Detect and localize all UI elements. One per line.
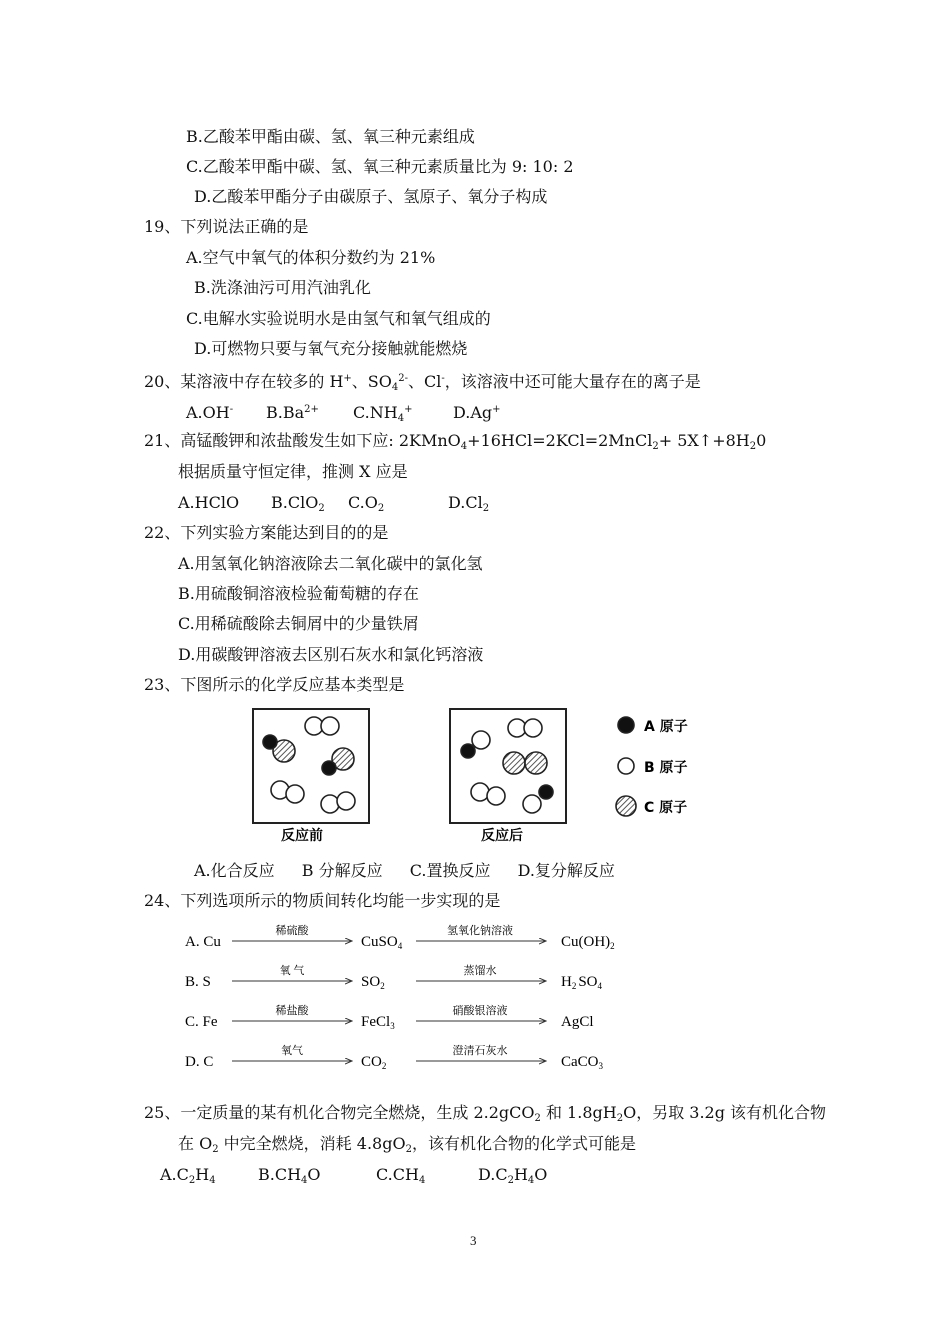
chain-c-reagent2: 硝酸银溶液 (452, 1005, 508, 1017)
q25-line2: 在 $O_2$ 中完全燃烧，消耗 $4.8gO_2$，该有机化合物的化学式可能是 (178, 1134, 636, 1155)
q20-stem: 20、某溶液中存在较多的 H+、$SO_4^{2-}$、Cl-，该溶液中还可能大量存在的离子是 (144, 372, 701, 393)
q19-stem: 19、下列说法正确的是 (144, 217, 309, 236)
chain-a-middle: CuSO$_4$ (361, 934, 403, 951)
q18-option-c: C.乙酸苯甲酯中碳、氢、氧三种元素质量比为 9: 10: 2 (186, 157, 574, 176)
q21-option-c: $C.O_2$ (348, 493, 385, 514)
q24-stem: 24、下列选项所示的物质间转化均能一步实现的是 (144, 891, 501, 910)
q19-option-d: D.可燃物只要与氧气充分接触就能燃烧 (194, 339, 468, 358)
q22-option-a: A.用氢氧化钠溶液除去二氧化碳中的氯化氢 (178, 554, 483, 573)
chain-d-reagent2: 澄清石灰水 (452, 1045, 508, 1057)
q22-option-b: B.用硫酸铜溶液检验葡萄糖的存在 (178, 584, 419, 603)
q23-stem: 23、下图所示的化学反应基本类型是 (144, 675, 405, 694)
before-particles (263, 717, 355, 813)
q19-option-b: B.洗涤油污可用汽油乳化 (194, 278, 371, 297)
q25-option-b: $B.CH_4O$ (258, 1165, 321, 1186)
chain-c-middle: FeCl$_3$ (361, 1014, 395, 1031)
chain-d-product: CaCO$_3$ (561, 1054, 603, 1071)
chain-row-c (185, 1003, 594, 1031)
chain-a-product: $Cu(OH)_2$ (561, 934, 615, 951)
q19-option-c: C.电解水实验说明水是由氢气和氧气组成的 (186, 309, 491, 328)
chain-c-reagent1: 稀盐酸 (275, 1005, 309, 1017)
chain-row-b (185, 963, 603, 991)
chain-d-reagent1: 氧气 (281, 1045, 303, 1057)
q21-line2: 根据质量守恒定律，推测 X 应是 (178, 462, 408, 481)
q20-option-c: $C.NH_4^+$ (353, 403, 413, 424)
legend-b-label: B 原子 (644, 760, 688, 776)
q25-option-d: $D.C_2H_4O$ (478, 1165, 548, 1186)
chain-row-d (185, 1043, 604, 1071)
q18-option-d: D.乙酸苯甲酯分子由碳原子、氢原子、氧分子构成 (194, 187, 548, 206)
q21-option-a: A.HClO (178, 493, 240, 512)
q22-option-d: D.用碳酸钾溶液去区别石灰水和氯化钙溶液 (178, 645, 484, 664)
q21-stem: 21、高锰酸钾和浓盐酸发生如下应: 2KMnO$_4$+16HCl=2KCl=2MnCl$_2$+ $5X↑+8H_20$ (144, 431, 767, 452)
q20-option-d: D.Ag+ (453, 403, 501, 422)
legend-b-marker (618, 758, 634, 774)
chain-row-a (185, 923, 615, 951)
chain-c-product: AgCl (561, 1014, 594, 1030)
q21-option-b: B.ClO$_2$ (271, 493, 325, 514)
chain-d-middle: $CO_2$ (361, 1054, 387, 1071)
legend-a-label: A 原子 (644, 719, 688, 735)
q25-line1: 25、一定质量的某有机化合物完全燃烧，生成 2.2gCO$_2$ 和 $1.8gH_2O$，另取 3.2g 该有机化合物 (144, 1103, 827, 1124)
reaction-diagram (240, 700, 700, 850)
q25-option-a: $A.C_2H_4$ (160, 1165, 216, 1186)
chain-b-start: B. S (185, 974, 211, 990)
chain-b-product: $H_2$ $SO_4$ (561, 974, 603, 991)
q22-option-c: C.用稀硫酸除去铜屑中的少量铁屑 (178, 614, 419, 633)
after-particles (461, 719, 553, 813)
q21-option-d: $D.Cl_2$ (448, 493, 490, 514)
before-label: 反应前 (281, 828, 323, 844)
q25-option-c: $C.CH_4$ (376, 1165, 426, 1186)
q23-option-b: B 分解反应 (301, 861, 383, 880)
q23-options (194, 861, 615, 881)
chain-b-reagent2: 蒸馏水 (463, 965, 497, 977)
q18-option-b: B.乙酸苯甲酯由碳、氢、氧三种元素组成 (186, 127, 475, 146)
chain-d-start: D. C (185, 1054, 214, 1070)
legend-a-marker (618, 717, 634, 733)
chain-b-reagent1: 氧 气 (279, 965, 305, 977)
q23-option-a: A.化合反应 (194, 861, 275, 880)
after-label: 反应后 (481, 828, 523, 844)
q22-stem: 22、下列实验方案能达到目的的是 (144, 523, 389, 542)
q20-option-a: A.OH- (186, 403, 234, 422)
chain-a-start: A. Cu (185, 934, 221, 950)
legend-c-label: C 原子 (644, 800, 688, 816)
q19-option-a: A.空气中氧气的体积分数约为 21% (186, 248, 436, 267)
conversion-chains (180, 918, 650, 1083)
chain-c-start: C. Fe (185, 1014, 218, 1030)
chain-a-reagent2: 氢氧化钠溶液 (447, 925, 513, 937)
chain-a-reagent1: 稀硫酸 (275, 925, 309, 937)
legend-c-marker (616, 796, 636, 816)
page-number: 3 (470, 1233, 477, 1248)
q20-option-b: $B.Ba^{2+}$ (266, 403, 319, 422)
q23-option-d: D.复分解反应 (517, 861, 615, 880)
q23-option-c: C.置换反应 (409, 861, 491, 880)
chain-b-middle: $SO_2$ (361, 974, 385, 991)
